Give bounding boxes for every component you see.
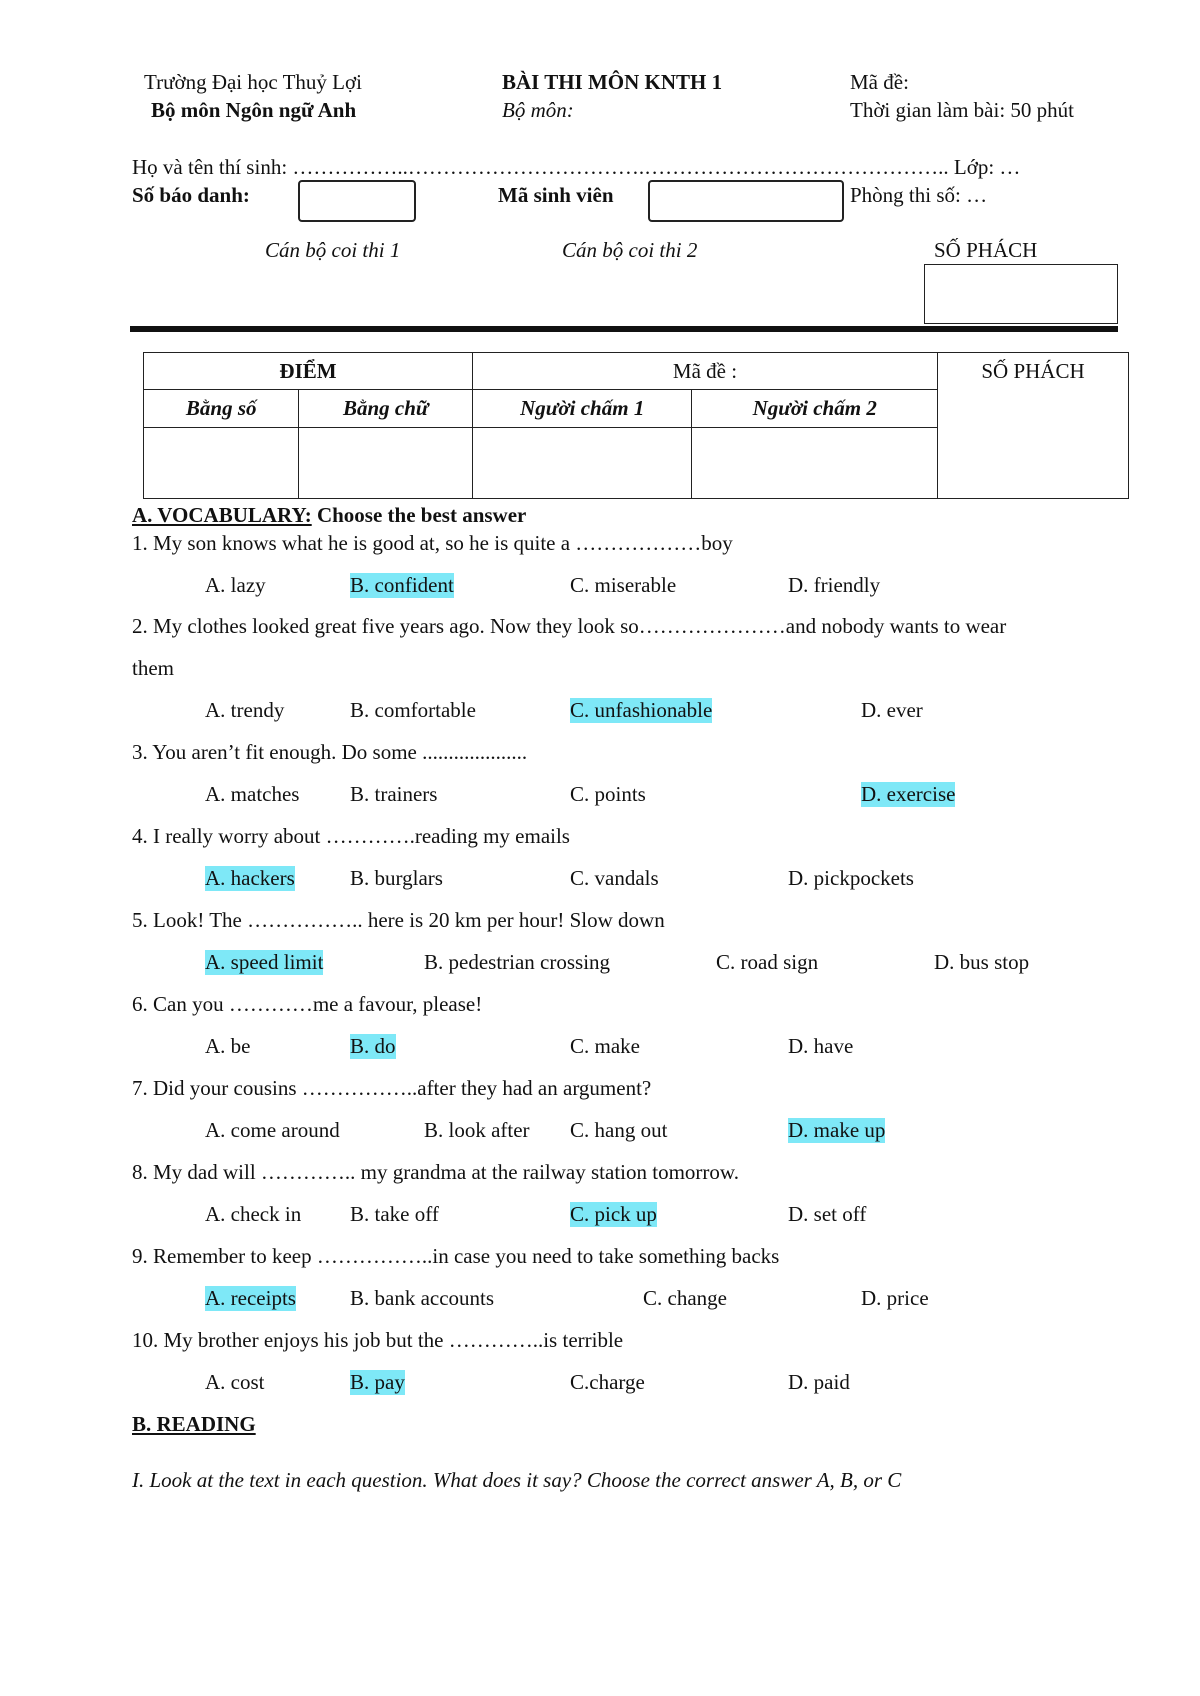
sbd-label: Số báo danh: xyxy=(132,183,250,207)
section-a-heading xyxy=(132,503,526,528)
q10-option-d[interactable]: D. paid xyxy=(788,1370,850,1394)
so-phach-label: SỐ PHÁCH xyxy=(934,238,1038,262)
grader-2-header: Người chấm 2 xyxy=(692,390,938,428)
question-4: 4. I really worry about ………….reading my emails xyxy=(132,824,570,848)
q6-option-d[interactable]: D. have xyxy=(788,1034,854,1058)
score-table xyxy=(143,352,1129,499)
q4-option-c[interactable]: C. vandals xyxy=(570,866,659,890)
q3-option-d[interactable]: D. exercise xyxy=(861,782,956,806)
q2-option-c[interactable]: C. unfashionable xyxy=(570,698,713,722)
candidate-name-line: Họ và tên thí sinh: ……………..…………………………….…………………………………….. Lớp: … xyxy=(132,155,1021,179)
q10-option-c[interactable]: C.charge xyxy=(570,1370,645,1394)
proctor-1-label: Cán bộ coi thi 1 xyxy=(265,238,401,262)
q1-option-d[interactable]: D. friendly xyxy=(788,573,881,597)
exam-code-label: Mã đề: xyxy=(850,70,909,94)
q7-option-c[interactable]: C. hang out xyxy=(570,1118,668,1142)
section-b-title: B. READING xyxy=(132,1412,256,1436)
q1-option-a[interactable]: A. lazy xyxy=(205,573,266,597)
question-5: 5. Look! The …………….. here is 20 km per hour! Slow down xyxy=(132,908,665,932)
grader-1-header: Người chấm 1 xyxy=(473,390,692,428)
q5-option-a[interactable]: A. speed limit xyxy=(205,950,324,974)
bang-chu-header: Bằng chữ xyxy=(299,390,473,428)
question-2-cont: them xyxy=(132,656,174,680)
section-a-instruction: Choose the best answer xyxy=(311,503,527,527)
q2-option-b[interactable]: B. comfortable xyxy=(350,698,476,722)
so-phach-header: SỐ PHÁCH xyxy=(938,353,1129,499)
q4-option-b[interactable]: B. burglars xyxy=(350,866,443,890)
q8-option-d[interactable]: D. set off xyxy=(788,1202,867,1226)
q1-option-b[interactable]: B. confident xyxy=(350,573,454,597)
bang-so-header: Bằng số xyxy=(144,390,299,428)
q5-option-c[interactable]: C. road sign xyxy=(716,950,819,974)
q2-option-a[interactable]: A. trendy xyxy=(205,698,285,722)
so-phach-box xyxy=(924,264,1118,324)
q7-option-d[interactable]: D. make up xyxy=(788,1118,886,1142)
q7-option-a[interactable]: A. come around xyxy=(205,1118,340,1142)
q2-option-d[interactable]: D. ever xyxy=(861,698,923,722)
q8-option-b[interactable]: B. take off xyxy=(350,1202,439,1226)
q10-option-a[interactable]: A. cost xyxy=(205,1370,265,1394)
question-7: 7. Did your cousins ……………..after they had an argument? xyxy=(132,1076,652,1100)
q9-option-d[interactable]: D. price xyxy=(861,1286,929,1310)
question-9: 9. Remember to keep ……………..in case you need to take something backs xyxy=(132,1244,780,1268)
q9-option-b[interactable]: B. bank accounts xyxy=(350,1286,495,1310)
subject-label: Bộ môn: xyxy=(502,98,574,122)
q4-option-d[interactable]: D. pickpockets xyxy=(788,866,914,890)
q9-option-c[interactable]: C. change xyxy=(643,1286,727,1310)
q10-option-b[interactable]: B. pay xyxy=(350,1370,405,1394)
section-a-title: A. VOCABULARY: xyxy=(132,503,312,527)
time-limit: Thời gian làm bài: 50 phút xyxy=(850,98,1074,122)
grader-2-cell[interactable] xyxy=(692,428,938,499)
student-id-field[interactable] xyxy=(648,180,844,222)
question-6: 6. Can you …………me a favour, please! xyxy=(132,992,483,1016)
question-2: 2. My clothes looked great five years ago. Now they look so…………………and nobody wants to wear xyxy=(132,614,1007,638)
bang-chu-cell[interactable] xyxy=(299,428,473,499)
university-name: Trường Đại học Thuỷ Lợi xyxy=(144,70,362,94)
question-8: 8. My dad will ………….. my grandma at the railway station tomorrow. xyxy=(132,1160,739,1184)
q5-option-d[interactable]: D. bus stop xyxy=(934,950,1030,974)
question-3: 3. You aren’t fit enough. Do some .................... xyxy=(132,740,528,764)
q6-option-a[interactable]: A. be xyxy=(205,1034,251,1058)
q8-option-c[interactable]: C. pick up xyxy=(570,1202,657,1226)
section-b-instruction: I. Look at the text in each question. What does it say? Choose the correct answer A, B, or C xyxy=(132,1468,902,1492)
q6-option-c[interactable]: C. make xyxy=(570,1034,640,1058)
separator-rule xyxy=(130,326,1118,332)
question-1: 1. My son knows what he is good at, so he is quite a ………………boy xyxy=(132,531,733,555)
department-name: Bộ môn Ngôn ngữ Anh xyxy=(151,98,357,122)
grader-1-cell[interactable] xyxy=(473,428,692,499)
bang-so-cell[interactable] xyxy=(144,428,299,499)
q3-option-b[interactable]: B. trainers xyxy=(350,782,438,806)
sbd-field[interactable] xyxy=(298,180,416,222)
q7-option-b[interactable]: B. look after xyxy=(424,1118,530,1142)
q3-option-a[interactable]: A. matches xyxy=(205,782,300,806)
q9-option-a[interactable]: A. receipts xyxy=(205,1286,296,1310)
question-10: 10. My brother enjoys his job but the …………..is terrible xyxy=(132,1328,624,1352)
ma-de-header: Mã đề : xyxy=(473,353,938,390)
q1-option-c[interactable]: C. miserable xyxy=(570,573,677,597)
q5-option-b[interactable]: B. pedestrian crossing xyxy=(424,950,611,974)
proctor-2-label: Cán bộ coi thi 2 xyxy=(562,238,698,262)
exam-title: BÀI THI MÔN KNTH 1 xyxy=(502,70,723,94)
diem-header: ĐIỂM xyxy=(144,353,473,390)
q8-option-a[interactable]: A. check in xyxy=(205,1202,302,1226)
student-id-label: Mã sinh viên xyxy=(498,183,614,207)
q6-option-b[interactable]: B. do xyxy=(350,1034,396,1058)
q3-option-c[interactable]: C. points xyxy=(570,782,646,806)
q4-option-a[interactable]: A. hackers xyxy=(205,866,295,890)
room-label: Phòng thi số: … xyxy=(850,183,988,207)
